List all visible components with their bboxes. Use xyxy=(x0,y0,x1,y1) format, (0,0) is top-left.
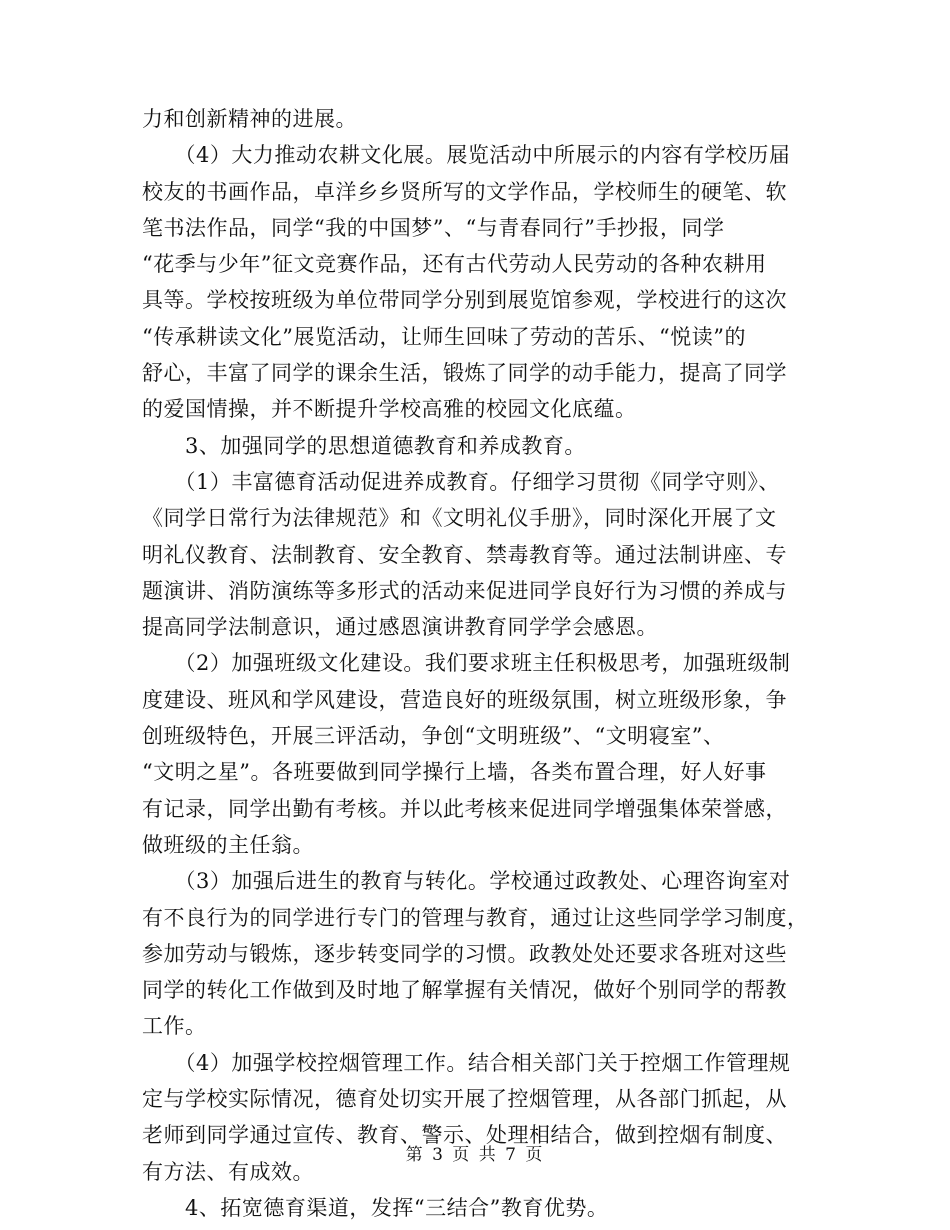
text-line: （4）大力推动农耕文化展。展览活动中所展示的内容有学校历届 xyxy=(142,143,791,168)
text-line: 舒心，丰富了同学的课余生活，锻炼了同学的动手能力，提高了同学 xyxy=(142,361,787,386)
text-line: 具等。学校按班级为单位带同学分别到展览馆参观，学校进行的这次 xyxy=(142,288,787,313)
section-heading: 3、加强同学的思想道德教育和养成教育。 xyxy=(142,433,586,458)
page-number-footer: 第 3 页 共 7 页 xyxy=(405,1145,545,1165)
text-line: “文明之星”。各班要做到同学操行上墙，各类布置合理，好人好事 xyxy=(142,760,767,785)
text-line: 定与学校实际情况，德育处切实开展了控烟管理，从各部门抓起，从 xyxy=(142,1087,787,1112)
text-line: （4）加强学校控烟管理工作。结合相关部门关于控烟工作管理规 xyxy=(142,1050,791,1075)
text-line: 《同学日常行为法律规范》和《文明礼仪手册》，同时深化开展了文 xyxy=(142,506,777,531)
text-line: “花季与少年”征文竞赛作品，还有古代劳动人民劳动的各种农耕用 xyxy=(142,252,767,277)
text-line: “传承耕读文化”展览活动，让师生回味了劳动的苦乐、“悦读”的 xyxy=(142,324,746,349)
text-line: 明礼仪教育、法制教育、安全教育、禁毒教育等。通过法制讲座、专 xyxy=(142,542,787,567)
document-body xyxy=(142,101,810,1226)
text-line: 同学的转化工作做到及时地了解掌握有关情况，做好个别同学的帮教 xyxy=(142,978,787,1003)
text-line: 做班级的主任翁。 xyxy=(142,832,314,857)
text-line: 校友的书画作品，卓洋乡乡贤所写的文学作品，学校师生的硬笔、软 xyxy=(142,179,787,204)
text-line: 参加劳动与锻炼，逐步转变同学的习惯。政教处处还要求各班对这些 xyxy=(142,941,787,966)
text-line: 老师到同学通过宣传、教育、警示、处理相结合，做到控烟有制度、 xyxy=(142,1123,787,1148)
text-line: （1）丰富德育活动促进养成教育。仔细学习贯彻《同学守则》、 xyxy=(142,469,780,494)
text-line: （2）加强班级文化建设。我们要求班主任积极思考，加强班级制 xyxy=(142,651,791,676)
text-line: 提高同学法制意识，通过感恩演讲教育同学学会感恩。 xyxy=(142,615,658,640)
text-line: 有方法、有成效。 xyxy=(142,1159,314,1184)
text-line: 题演讲、消防演练等多形式的活动来促进同学良好行为习惯的养成与 xyxy=(142,578,787,603)
text-line: 笔书法作品，同学“我的中国梦”、“与青春同行”手抄报，同学 xyxy=(142,215,725,240)
text-line: 有不良行为的同学进行专门的管理与教育，通过让这些同学学习制度， xyxy=(142,905,809,930)
text-line: 力和创新精神的进展。 xyxy=(142,107,357,131)
text-line: 工作。 xyxy=(142,1014,207,1039)
section-heading: 4、拓宽德育渠道，发挥“三结合”教育优势。 xyxy=(142,1195,609,1220)
text-line: 的爱国情操，并不断提升学校高雅的校园文化底蕴。 xyxy=(142,397,637,422)
text-line: 度建设、班风和学风建设，营造良好的班级氛围，树立班级形象，争 xyxy=(142,687,787,712)
text-line: （3）加强后进生的教育与转化。学校通过政教处、心理咨询室对 xyxy=(142,869,791,894)
text-line: 创班级特色，开展三评活动，争创“文明班级”、“文明寝室”、 xyxy=(142,724,725,749)
text-line: 有记录，同学出勤有考核。并以此考核来促进同学增强集体荣誉感， xyxy=(142,796,787,821)
